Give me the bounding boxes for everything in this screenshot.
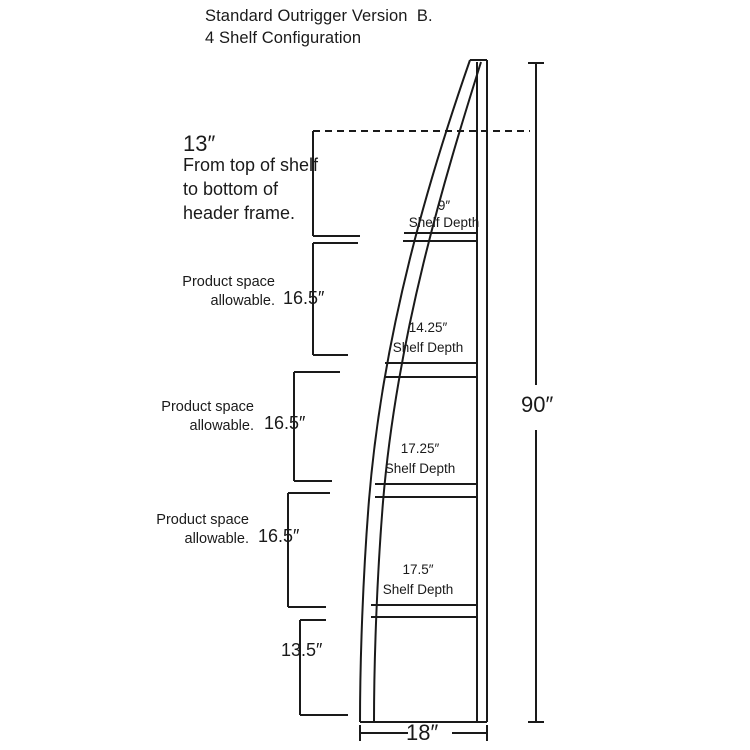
header-note-line-3: header frame. [183, 203, 296, 223]
shelf-3-depth: 17.25″ [400, 441, 440, 456]
header-note-line-2: to bottom of [183, 179, 279, 199]
shelf-4-depth: 17.5″ [402, 562, 434, 577]
shelf-2-depth: 14.25″ [408, 320, 448, 335]
product-space-1-label-line-1: Product space [182, 274, 275, 290]
overall-height-dimension: 90″ [521, 392, 554, 417]
product-space-3-label-line-1: Product space [156, 512, 249, 528]
front-curve-inner [374, 62, 481, 722]
shelf-2-depth-caption: Shelf Depth [392, 340, 464, 355]
shelf-4-depth-caption: Shelf Depth [382, 582, 454, 597]
product-space-3-value: 16.5″ [258, 526, 300, 546]
product-space-2-value: 16.5″ [264, 413, 306, 433]
product-space-2-label-line-2: allowable. [189, 418, 254, 434]
diagram-title-line-2: 4 Shelf Configuration [205, 29, 362, 47]
shelf-3-depth-caption: Shelf Depth [384, 461, 456, 476]
header-drop-dimension: 13″ [183, 131, 216, 156]
diagram-title-line-1: Standard Outrigger Version B. [205, 7, 433, 25]
header-note-line-1: From top of shelf [183, 155, 319, 175]
bottom-gap-dimension: 13.5″ [281, 640, 323, 660]
product-space-2-label-line-1: Product space [161, 399, 254, 415]
product-space-1-label-line-2: allowable. [210, 293, 275, 309]
product-space-1-value: 16.5″ [283, 288, 325, 308]
product-space-3-label-line-2: allowable. [184, 531, 249, 547]
shelf-1-depth: 9″ [437, 198, 451, 213]
overall-width-dimension: 18″ [406, 720, 439, 745]
shelf-1-depth-caption: Shelf Depth [408, 215, 480, 230]
